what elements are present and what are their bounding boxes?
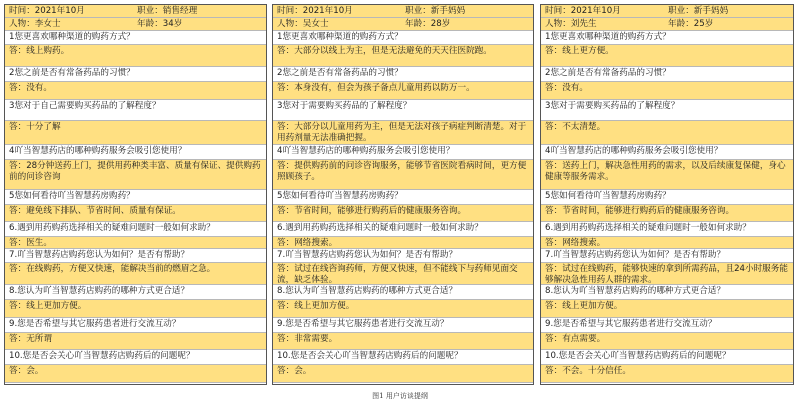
interviewee-age: 年龄：28岁 [405, 19, 451, 29]
interview-answer: 答：送药上门，解决急性用药的需求，以及后续康复保健，身心健康等服务需求。 [541, 160, 793, 190]
interview-answer: 答：会。 [5, 365, 266, 383]
interviewee-name: 人物：刘先生 [545, 19, 597, 29]
figure-caption: 图1 用户访谈提纲 [372, 392, 428, 400]
card-meta-time-row [541, 5, 793, 18]
interview-answer: 答：线上更加方便。 [273, 300, 533, 318]
interview-answer: 答：大部分以儿童用药为主，但是无法对孩子病症判断清楚。对于用药剂量无法准确把握。 [273, 121, 533, 145]
interview-question: 10.您是否会关心吖当智慧药店购药后的问题呢？ [273, 350, 533, 365]
interview-answer: 答：提供购药前的问诊咨询服务，能够节省医院看病时间，更方便照顾孩子。 [273, 160, 533, 190]
interview-question: 4吖当智慧药店的哪种购药服务会吸引您使用？ [541, 145, 793, 160]
interview-answer: 答：试过在线购药，能够快速的拿到所需药品，且24小时服务能够解决急性用药人群的需求。 [541, 263, 793, 285]
interview-time: 时间：2021年10月 [9, 6, 85, 16]
card-meta-time-row [5, 5, 266, 18]
interview-card-1 [4, 4, 267, 385]
card-meta-person-row [5, 18, 266, 31]
interview-answer: 答：大部分以线上为主，但是无法避免的天天往医院跑。 [273, 45, 533, 67]
interview-question: 7.吖当智慧药店购药您认为如何？是否有帮助？ [273, 249, 533, 263]
interview-question: 8.您认为吖当智慧药店购药的哪种方式更合适？ [273, 285, 533, 300]
card-meta-time-row [273, 5, 533, 18]
interview-card-3 [540, 4, 794, 385]
interviewee-name: 人物：吴女士 [277, 19, 329, 29]
interviewee-job: 职业：新手妈妈 [405, 6, 466, 16]
interview-answer: 答：有点需要。 [541, 333, 793, 350]
interview-answer: 答：线上更加方便。 [5, 300, 266, 318]
interview-answer: 答：不会。十分信任。 [541, 365, 793, 383]
interview-question: 5您如何看待吖当智慧药房购药？ [5, 190, 266, 205]
interview-question: 2您之前是否有常备药品的习惯？ [273, 67, 533, 82]
interview-question: 2您之前是否有常备药品的习惯？ [541, 67, 793, 82]
interview-answer: 答：本身没有，但会为孩子备点儿童用药以防万一。 [273, 82, 533, 100]
interview-answer: 答：医生。 [5, 237, 266, 249]
interview-time: 时间：2021年10月 [277, 6, 353, 16]
interview-question: 1您更喜欢哪种渠道的购药方式？ [541, 31, 793, 45]
card-meta-person-row [541, 18, 793, 31]
interview-answer: 答：会。 [273, 365, 533, 383]
interview-answer: 答：线上更方便。 [541, 45, 793, 67]
interview-answer: 答：线上购药。 [5, 45, 266, 67]
interview-question: 6.遇到用药购药选择相关的疑难问题时一般如何求助？ [273, 222, 533, 237]
interview-question: 9.您是否希望与其它服药患者进行交流互动？ [541, 318, 793, 333]
interview-time: 时间：2021年10月 [545, 6, 621, 16]
interview-answer: 答：节省时间，能够进行购药后的健康服务咨询。 [541, 205, 793, 222]
interviewee-job: 职业：新手妈妈 [668, 6, 729, 16]
interviewee-age: 年龄：34岁 [137, 19, 183, 29]
interview-question: 4吖当智慧药店的哪种购药服务会吸引您使用？ [5, 145, 266, 160]
interview-question: 7.吖当智慧药店购药您认为如何？是否有帮助？ [541, 249, 793, 263]
interview-question: 9.您是否希望与其它服药患者进行交流互动？ [5, 318, 266, 333]
interview-answer: 答：没有。 [541, 82, 793, 100]
interview-question: 3您对于自己需要购买药品的了解程度？ [5, 100, 266, 121]
interview-question: 1您更喜欢哪种渠道的购药方式？ [5, 31, 266, 45]
interview-answer: 答：网络搜索。 [541, 237, 793, 249]
interview-question: 2您之前是否有常备药品的习惯？ [5, 67, 266, 82]
interview-question: 10.您是否会关心吖当智慧药店购药后的问题呢？ [541, 350, 793, 365]
interviewee-name: 人物：李女士 [9, 19, 61, 29]
interviewee-age: 年龄：25岁 [668, 19, 714, 29]
interviewee-job: 职业：销售经理 [137, 6, 198, 16]
interview-answer: 答：28分钟送药上门，提供用药种类丰富、质量有保证、提供购药前的问诊咨询 [5, 160, 266, 190]
card-meta-person-row [273, 18, 533, 31]
interview-answer: 答：网络搜索。 [273, 237, 533, 249]
interview-answer: 答：无所谓 [5, 333, 266, 350]
interview-question: 8.您认为吖当智慧药店购药的哪种方式更合适？ [541, 285, 793, 300]
interview-question: 6.遇到用药购药选择相关的疑难问题时一般如何求助？ [5, 222, 266, 237]
interview-answer: 答：在线购药，方便又快速，能解决当前的燃眉之急。 [5, 263, 266, 285]
interview-question: 5您如何看待吖当智慧药房购药？ [541, 190, 793, 205]
interview-answer: 答：试过在线咨询药师，方便又快速，但不能线下与药师见面交流，缺乏体验。 [273, 263, 533, 285]
interview-question: 9.您是否希望与其它服药患者进行交流互动？ [273, 318, 533, 333]
interview-question: 1您更喜欢哪种渠道的购药方式？ [273, 31, 533, 45]
interview-answer: 答：十分了解 [5, 121, 266, 145]
interview-answer: 答：不太清楚。 [541, 121, 793, 145]
interview-answer: 答：没有。 [5, 82, 266, 100]
interview-question: 5您如何看待吖当智慧药房购药？ [273, 190, 533, 205]
interview-cards [4, 4, 796, 387]
interview-question: 7.吖当智慧药店购药您认为如何？是否有帮助？ [5, 249, 266, 263]
interview-question: 6.遇到用药购药选择相关的疑难问题时一般如何求助？ [541, 222, 793, 237]
interview-question: 3您对于需要购买药品的了解程度？ [273, 100, 533, 121]
interview-answer: 答：非常需要。 [273, 333, 533, 350]
interview-answer: 答：线上更加方便。 [541, 300, 793, 318]
interview-question: 3您对于需要购买药品的了解程度？ [541, 100, 793, 121]
interview-answer: 答：节省时间，能够进行购药后的健康服务咨询。 [273, 205, 533, 222]
interview-question: 4吖当智慧药店的哪种购药服务会吸引您使用？ [273, 145, 533, 160]
interview-answer: 答：避免线下排队、节省时间、质量有保证。 [5, 205, 266, 222]
interview-question: 8.您认为吖当智慧药店购药的哪种方式更合适？ [5, 285, 266, 300]
interview-question: 10.您是否会关心吖当智慧药店购药后的问题呢？ [5, 350, 266, 365]
interview-card-2 [272, 4, 534, 385]
